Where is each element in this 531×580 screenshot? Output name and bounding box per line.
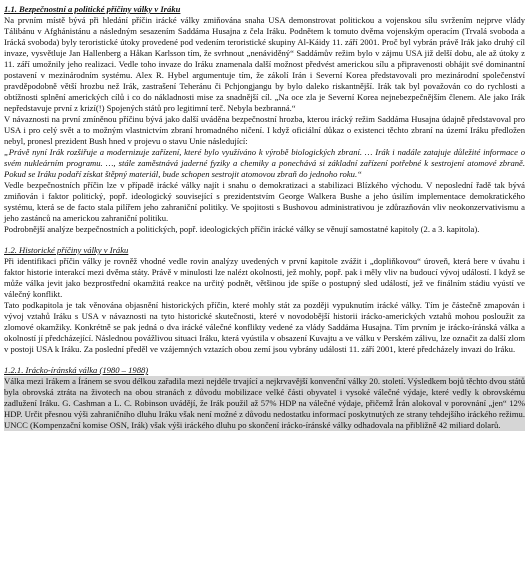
section-heading-historical: 1.2. Historické příčiny války v Iráku	[4, 245, 129, 255]
paragraph: Při identifikaci příčin války je rovněž vhodné vedle rovin analýzy uvedených v první kapitole zvážit i „dopliňkovou“ úroveň, která bere v úvahu i faktor historie interakcí mezi dvěma státy. Právě v minulosti lze nalézt okolnosti, jež mohly, popř. pak i měly vliv na budoucí vývoj událostí. I když se může válka jevit jako bezprostřední okamžitá reakce na určitý podnět, většinou jde spíše o postupný sled událostí, jež ve finálním stádiu vyústí ve válečný konflikt.	[4, 256, 525, 299]
paragraph: Vedle bezpečnostních příčin lze v případě irácké války najít i snahu o demokratizaci a stabilizaci Blízkého východu. V neposlední řadě tak bývá zmiňován i faktor politický, popř. ideologický související s prezidentstvím George Walkera Bushe a jeho úsilím implementace demokratického systému, která se de facto stala pilířem jeho zahraniční politiky. Ve spojitosti s Bushovou administrativou je zdůrazňován vliv neokonzervativismu a jeho zastánců na americkou zahraniční politiku.	[4, 180, 525, 223]
paragraph: Tato podkapitola je tak věnována objasnění historických příčin, které mohly stát za později vypuknutím irácké války. Tím je částečně zmapován i vývoj vztahů Iráku s USA v návaznosti na tyto historické skutečnosti, které v novodobější historii irácko-amerických vztahů mohou posloužit za zlomové okamžiky. Konkrétně se pak jedná o dva irácké válečné konflikty vedené za vlády Saddáma Husajna. Tím prvním je irácko-íránská válka a okolností jí předcházející. Následnou povážlivou situaci Iráku, která vyústila v obsazení Kuvajtu a ve válku v Perském zálivu, lze označit za další zlom v postoji USA k Iráku. Za poslední předěl ve vzájemných vztazích obou zemí jsou vybrány události 11. září 2001, které předcházely invazi do Iráku.	[4, 300, 525, 354]
document-page	[4, 4, 525, 431]
paragraph: V návaznosti na první zmíněnou příčinu bývá jako další uváděna bezpečnostní hrozba, kterou irácký režim Saddáma Husajna údajně představoval pro USA i pro celý svět a to možným vlastnictvím zbraní hromadného ničení. I když oficiální důkaz o existenci těchto zbraní na území Iráku předložen nebyl, pronesl prezident Bush hned v projevu o stavu Unie následující:	[4, 114, 525, 146]
paragraph: Válka mezi Irákem a Íránem se svou délkou zařadila mezi nejdéle trvající a nejkrvavější konvenční války 20. století. Výsledkem bojů těchto dvou států byla obrovská ztráta na životech na obou stranách z důvodu mobilizace velké části obyvatel i vysoké válečné výdaje, které vedly k obrovskému zadlužení Iráku. G. Cashman a L. C. Robinson uvádějí, že Irák použil až 57% HDP na válečné výdaje, přičemž Írán alokoval v porovnání „jen“ 12% HDP. Určit přesnou výši zahraničního dluhu Iráku však není možné z důvodu nedostatku informací poskytnutých ze strany tehdejšího iráckého režimu. UNCC (Kompenzační komise OSN, Irák) však výši iráckého dluhu po skončení irácko-íránské války odhadovala na přibližně 42 miliard dolarů.	[4, 376, 525, 430]
paragraph: Na prvním místě bývá při hledání příčin irácké války zmiňována snaha USA demonstrovat politickou a vojenskou sílu svržením nejprve vlády Tálibánu v Afghánistánu a následným sesazením Saddáma Husajna z čela Iráku. Podnětem k tomuto dvěma vojenským operacím (Trvalá svoboda a Irácká svoboda) byly teroristické útoky provedené pod vedením teroristické skupiny Al-Káidy 11. září 2001. Proč byl vybrán právě Irák jako druhý cíl invaze, vysvětluje Jan Hallenberg a Håkan Karlsson tím, že svrhnout „nenáviděný“ Saddámův režim bylo v zájmu USA již delší dobu, ale až útoky z 11. září umožnily jeho realizaci. Vedle toho invaze do Iráku znamenala další možnost předvést americkou sílu a připravenosti obhájit své dominantní postavení v mezinárodním systému. Alex R. Hybel argumentuje tím, že zákolí Irán i Severní Korea představovali pro mezinárodní společenství pravděpodobně větší hrozbu než Irák, zastrašení Teheránu či Pchjongjangu by bylo daleko riskantnější. Irák tak byl považován co do rychlosti a obtížnosti splnění amerických cílů i co do nákladnosti mise za snadnější cíl. „Na oce zla je Severní Korea nejnebezpečnějším členem. Ale jako Irák nepředstavuje první z krizí(!) Spojených států pro legitimní terč. Nebyla bezbranná.“	[4, 15, 525, 113]
paragraph: Podrobnější analýze bezpečnostních a politických, popř. ideologických příčin irácké války se věnují samostatné kapitoly (2. a 3. kapitola).	[4, 224, 480, 234]
section-heading-security-political: 1.1. Bezpečnostní a politické příčiny války v Iráku	[4, 4, 181, 14]
section-heading-iran-iraq-war: 1.2.1. Irácko-íránská válka (1980 – 1988)	[4, 365, 149, 375]
bush-quote: „Právě nyní Irák rozšiřuje a modernizuje zařízení, které bylo využíváno k výrobě biologických zbraní. … Irák i nadále zatajuje důležité informace o svém nukleárním programu. …, stále zaměstnává jaderné fyziky a chemiky a ponechává si základní zařízení potřebné k sestrojení atomové zbraně. Pokud se Iráku podaří získat štěpný materiál, bude schopen sestrojit atomovou zbraň do jednoho roku.“	[4, 147, 525, 179]
